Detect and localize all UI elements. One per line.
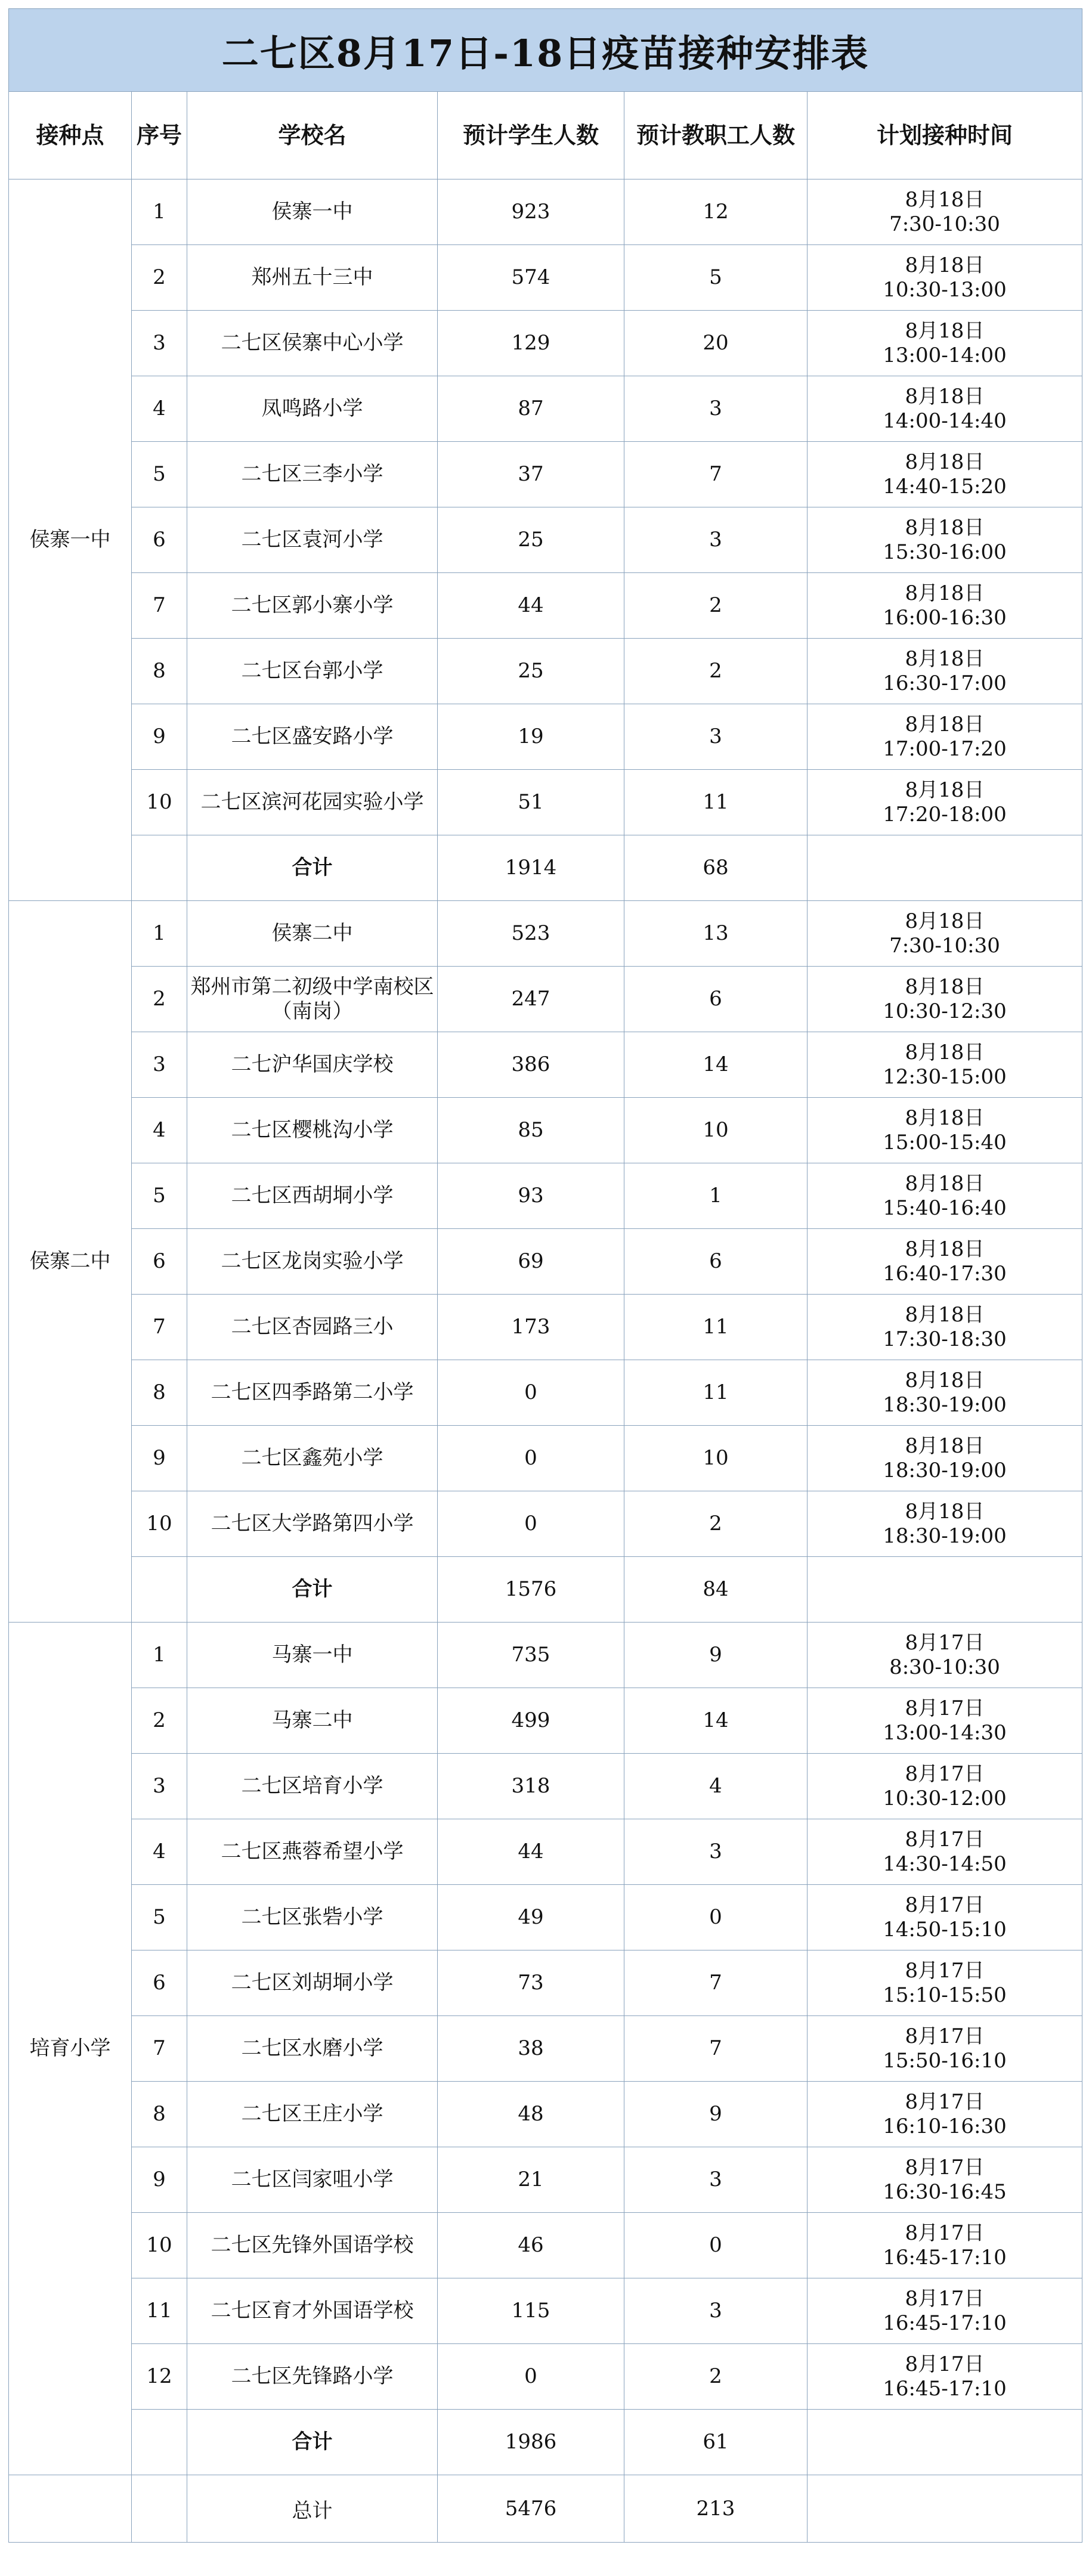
schedule-cell [808, 1360, 1082, 1426]
schedule-time: 10:30-12:30 [883, 999, 1007, 1023]
schedule-time: 16:00-16:30 [883, 605, 1007, 630]
student-count: 25 [438, 639, 624, 704]
schedule-date: 8月18日 [905, 253, 985, 277]
schedule-cell [808, 1295, 1082, 1360]
schedule-date: 8月17日 [905, 2155, 985, 2179]
row-number: 1 [132, 1623, 187, 1688]
student-count: 46 [438, 2213, 624, 2278]
subtotal-students: 1914 [438, 835, 624, 901]
total-label: 总计 [187, 2475, 438, 2543]
school-name: 二七区袁河小学 [187, 507, 438, 573]
schedule-time: 15:40-16:40 [883, 1196, 1007, 1220]
schedule-time: 15:10-15:50 [883, 1983, 1007, 2007]
student-count: 0 [438, 1491, 624, 1557]
schedule-date: 8月18日 [905, 646, 985, 671]
table-row [9, 311, 1082, 376]
student-count: 38 [438, 2016, 624, 2082]
header-no: 序号 [132, 92, 187, 179]
staff-count: 3 [624, 507, 808, 573]
school-name: 郑州市第二初级中学南校区（南岗） [187, 967, 438, 1032]
row-number: 4 [132, 1819, 187, 1885]
student-count: 93 [438, 1163, 624, 1229]
school-name: 二七区大学路第四小学 [187, 1491, 438, 1557]
schedule-date: 8月17日 [905, 1827, 985, 1852]
schedule-date: 8月18日 [905, 712, 985, 736]
school-name: 二七区杏园路三小 [187, 1295, 438, 1360]
row-number: 8 [132, 1360, 187, 1426]
staff-count: 0 [624, 2213, 808, 2278]
school-name: 二七区刘胡垌小学 [187, 1950, 438, 2016]
table-row [9, 704, 1082, 770]
staff-count: 6 [624, 967, 808, 1032]
schedule-date: 8月18日 [905, 1368, 985, 1392]
schedule-date: 8月18日 [905, 909, 985, 933]
table-row [9, 1754, 1082, 1819]
header-row [9, 92, 1082, 179]
table-row [9, 1426, 1082, 1491]
schedule-date: 8月17日 [905, 1630, 985, 1655]
schedule-date: 8月18日 [905, 1302, 985, 1327]
schedule-date: 8月17日 [905, 1893, 985, 1917]
table-row [9, 573, 1082, 639]
staff-count: 9 [624, 2082, 808, 2147]
table-row [9, 1295, 1082, 1360]
site-name: 侯寨二中 [9, 901, 132, 1623]
row-number: 6 [132, 1229, 187, 1295]
schedule-time: 18:30-19:00 [883, 1392, 1007, 1417]
header-staff: 预计教职工人数 [624, 92, 808, 179]
staff-count: 12 [624, 179, 808, 245]
student-count: 44 [438, 573, 624, 639]
student-count: 85 [438, 1098, 624, 1163]
table-row [9, 1623, 1082, 1688]
school-name: 二七区台郭小学 [187, 639, 438, 704]
schedule-cell [808, 179, 1082, 245]
row-number: 1 [132, 179, 187, 245]
staff-count: 2 [624, 2344, 808, 2410]
subtotal-label: 合计 [187, 1557, 438, 1623]
total-empty-site [9, 2475, 132, 2543]
schedule-date: 8月18日 [905, 581, 985, 605]
schedule-time: 13:00-14:00 [883, 343, 1007, 367]
row-number: 6 [132, 507, 187, 573]
row-number: 5 [132, 1885, 187, 1950]
row-number: 2 [132, 1688, 187, 1754]
row-number: 10 [132, 2213, 187, 2278]
title-row [9, 9, 1082, 92]
school-name: 二七区张砦小学 [187, 1885, 438, 1950]
school-name: 二七区燕蓉希望小学 [187, 1819, 438, 1885]
schedule-time: 10:30-12:00 [883, 1786, 1007, 1810]
student-count: 0 [438, 1360, 624, 1426]
table-row [9, 2016, 1082, 2082]
staff-count: 3 [624, 2147, 808, 2213]
schedule-cell [808, 2344, 1082, 2410]
subtotal-empty-time [808, 2410, 1082, 2475]
table-row [9, 2213, 1082, 2278]
row-number: 7 [132, 1295, 187, 1360]
student-count: 499 [438, 1688, 624, 1754]
schedule-cell [808, 2213, 1082, 2278]
subtotal-label: 合计 [187, 2410, 438, 2475]
total-students: 5476 [438, 2475, 624, 2543]
schedule-time: 16:30-16:45 [883, 2179, 1007, 2204]
student-count: 25 [438, 507, 624, 573]
row-number: 9 [132, 2147, 187, 2213]
schedule-date: 8月17日 [905, 2352, 985, 2376]
schedule-cell [808, 1032, 1082, 1098]
schedule-cell [808, 704, 1082, 770]
row-number: 5 [132, 1163, 187, 1229]
school-name: 二七区四季路第二小学 [187, 1360, 438, 1426]
header-students: 预计学生人数 [438, 92, 624, 179]
schedule-cell [808, 901, 1082, 967]
row-number: 5 [132, 442, 187, 507]
student-count: 923 [438, 179, 624, 245]
schedule-date: 8月17日 [905, 2089, 985, 2114]
schedule-time: 7:30-10:30 [889, 933, 1000, 958]
table-row [9, 1688, 1082, 1754]
subtotal-students: 1576 [438, 1557, 624, 1623]
school-name: 二七区樱桃沟小学 [187, 1098, 438, 1163]
header-school: 学校名 [187, 92, 438, 179]
student-count: 19 [438, 704, 624, 770]
schedule-date: 8月17日 [905, 1696, 985, 1720]
schedule-time: 16:30-17:00 [883, 671, 1007, 695]
schedule-cell [808, 442, 1082, 507]
schedule-cell [808, 1491, 1082, 1557]
student-count: 51 [438, 770, 624, 835]
schedule-time: 16:10-16:30 [883, 2114, 1007, 2138]
row-number: 8 [132, 639, 187, 704]
schedule-time: 17:20-18:00 [883, 802, 1007, 826]
student-count: 115 [438, 2278, 624, 2344]
schedule-date: 8月18日 [905, 450, 985, 474]
student-count: 87 [438, 376, 624, 442]
schedule-cell [808, 376, 1082, 442]
schedule-date: 8月18日 [905, 384, 985, 408]
student-count: 523 [438, 901, 624, 967]
staff-count: 7 [624, 442, 808, 507]
student-count: 247 [438, 967, 624, 1032]
schedule-time: 15:30-16:00 [883, 540, 1007, 564]
schedule-time: 15:50-16:10 [883, 2048, 1007, 2073]
school-name: 二七区鑫苑小学 [187, 1426, 438, 1491]
schedule-date: 8月17日 [905, 2286, 985, 2311]
student-count: 0 [438, 2344, 624, 2410]
student-count: 173 [438, 1295, 624, 1360]
table-row [9, 1032, 1082, 1098]
subtotal-row [9, 2410, 1082, 2475]
vaccination-schedule-table [8, 8, 1082, 2543]
row-number: 3 [132, 1032, 187, 1098]
schedule-cell [808, 639, 1082, 704]
schedule-cell [808, 1950, 1082, 2016]
table-row [9, 770, 1082, 835]
schedule-cell [808, 1426, 1082, 1491]
row-number: 4 [132, 376, 187, 442]
row-number: 9 [132, 1426, 187, 1491]
table-row [9, 1950, 1082, 2016]
schedule-date: 8月18日 [905, 1499, 985, 1524]
staff-count: 14 [624, 1032, 808, 1098]
row-number: 4 [132, 1098, 187, 1163]
table-row [9, 1819, 1082, 1885]
subtotal-empty-no [132, 835, 187, 901]
schedule-date: 8月18日 [905, 1040, 985, 1064]
staff-count: 13 [624, 901, 808, 967]
school-name: 二七区先锋外国语学校 [187, 2213, 438, 2278]
schedule-cell [808, 2082, 1082, 2147]
staff-count: 3 [624, 2278, 808, 2344]
subtotal-row [9, 1557, 1082, 1623]
total-staff: 213 [624, 2475, 808, 2543]
schedule-date: 8月17日 [905, 2221, 985, 2245]
staff-count: 11 [624, 1360, 808, 1426]
table-row [9, 1491, 1082, 1557]
row-number: 3 [132, 311, 187, 376]
school-name: 二七区盛安路小学 [187, 704, 438, 770]
table-row [9, 376, 1082, 442]
schedule-cell [808, 1163, 1082, 1229]
schedule-date: 8月18日 [905, 1237, 985, 1261]
row-number: 9 [132, 704, 187, 770]
student-count: 69 [438, 1229, 624, 1295]
school-name: 二七区王庄小学 [187, 2082, 438, 2147]
schedule-cell [808, 245, 1082, 311]
table-row [9, 507, 1082, 573]
school-name: 二七沪华国庆学校 [187, 1032, 438, 1098]
row-number: 12 [132, 2344, 187, 2410]
student-count: 129 [438, 311, 624, 376]
schedule-cell [808, 967, 1082, 1032]
student-count: 0 [438, 1426, 624, 1491]
total-empty-no [132, 2475, 187, 2543]
schedule-cell [808, 1229, 1082, 1295]
table-row [9, 1098, 1082, 1163]
schedule-cell [808, 770, 1082, 835]
table-row [9, 442, 1082, 507]
schedule-date: 8月18日 [905, 1106, 985, 1130]
row-number: 1 [132, 901, 187, 967]
schedule-time: 14:30-14:50 [883, 1852, 1007, 1876]
schedule-cell [808, 1688, 1082, 1754]
total-row [9, 2475, 1082, 2543]
row-number: 11 [132, 2278, 187, 2344]
student-count: 48 [438, 2082, 624, 2147]
subtotal-empty-time [808, 1557, 1082, 1623]
schedule-date: 8月18日 [905, 778, 985, 802]
schedule-time: 7:30-10:30 [889, 212, 1000, 236]
school-name: 二七区侯寨中心小学 [187, 311, 438, 376]
school-name: 侯寨二中 [187, 901, 438, 967]
student-count: 49 [438, 1885, 624, 1950]
student-count: 574 [438, 245, 624, 311]
school-name: 二七区水磨小学 [187, 2016, 438, 2082]
schedule-time: 17:30-18:30 [883, 1327, 1007, 1351]
row-number: 6 [132, 1950, 187, 2016]
subtotal-empty-time [808, 835, 1082, 901]
schedule-cell [808, 1098, 1082, 1163]
schedule-time: 15:00-15:40 [883, 1130, 1007, 1154]
student-count: 735 [438, 1623, 624, 1688]
staff-count: 10 [624, 1426, 808, 1491]
school-name: 二七区郭小寨小学 [187, 573, 438, 639]
schedule-time: 12:30-15:00 [883, 1064, 1007, 1089]
subtotal-staff: 84 [624, 1557, 808, 1623]
table-row [9, 967, 1082, 1032]
table-row [9, 901, 1082, 967]
student-count: 37 [438, 442, 624, 507]
school-name: 马寨一中 [187, 1623, 438, 1688]
schedule-time: 16:40-17:30 [883, 1261, 1007, 1286]
schedule-cell [808, 507, 1082, 573]
schedule-date: 8月18日 [905, 1171, 985, 1196]
site-name: 侯寨一中 [9, 179, 132, 901]
site-name: 培育小学 [9, 1623, 132, 2475]
row-number: 2 [132, 245, 187, 311]
schedule-date: 8月17日 [905, 1958, 985, 1983]
schedule-time: 8:30-10:30 [889, 1655, 1000, 1679]
row-number: 7 [132, 2016, 187, 2082]
staff-count: 3 [624, 1819, 808, 1885]
staff-count: 1 [624, 1163, 808, 1229]
staff-count: 2 [624, 1491, 808, 1557]
staff-count: 20 [624, 311, 808, 376]
schedule-cell [808, 1885, 1082, 1950]
schedule-date: 8月18日 [905, 1433, 985, 1458]
school-name: 二七区培育小学 [187, 1754, 438, 1819]
table-row [9, 245, 1082, 311]
schedule-time: 13:00-14:30 [883, 1720, 1007, 1745]
student-count: 44 [438, 1819, 624, 1885]
staff-count: 6 [624, 1229, 808, 1295]
schedule-cell [808, 2278, 1082, 2344]
staff-count: 5 [624, 245, 808, 311]
schedule-cell [808, 1623, 1082, 1688]
schedule-date: 8月18日 [905, 515, 985, 540]
row-number: 3 [132, 1754, 187, 1819]
school-name: 二七区闫家咀小学 [187, 2147, 438, 2213]
row-number: 2 [132, 967, 187, 1032]
table-row [9, 1163, 1082, 1229]
staff-count: 7 [624, 1950, 808, 2016]
schedule-cell [808, 2016, 1082, 2082]
schedule-time: 18:30-19:00 [883, 1524, 1007, 1548]
schedule-cell [808, 2147, 1082, 2213]
subtotal-staff: 68 [624, 835, 808, 901]
staff-count: 0 [624, 1885, 808, 1950]
school-name: 二七区育才外国语学校 [187, 2278, 438, 2344]
table-row [9, 2278, 1082, 2344]
schedule-cell [808, 311, 1082, 376]
staff-count: 11 [624, 1295, 808, 1360]
schedule-cell [808, 573, 1082, 639]
schedule-time: 14:40-15:20 [883, 474, 1007, 499]
schedule-time: 17:00-17:20 [883, 736, 1007, 761]
staff-count: 7 [624, 2016, 808, 2082]
school-name: 二七区龙岗实验小学 [187, 1229, 438, 1295]
schedule-date: 8月18日 [905, 318, 985, 343]
schedule-date: 8月18日 [905, 187, 985, 212]
page-title: 二七区8月17日-18日疫苗接种安排表 [9, 9, 1082, 92]
student-count: 73 [438, 1950, 624, 2016]
table-row [9, 2082, 1082, 2147]
subtotal-staff: 61 [624, 2410, 808, 2475]
staff-count: 9 [624, 1623, 808, 1688]
staff-count: 10 [624, 1098, 808, 1163]
subtotal-students: 1986 [438, 2410, 624, 2475]
table-row [9, 1360, 1082, 1426]
school-name: 二七区先锋路小学 [187, 2344, 438, 2410]
table-body [9, 179, 1082, 2475]
schedule-time: 16:45-17:10 [883, 2376, 1007, 2401]
staff-count: 4 [624, 1754, 808, 1819]
student-count: 21 [438, 2147, 624, 2213]
subtotal-empty-no [132, 1557, 187, 1623]
schedule-date: 8月17日 [905, 1761, 985, 1786]
subtotal-row [9, 835, 1082, 901]
table-row [9, 2344, 1082, 2410]
schedule-cell [808, 1819, 1082, 1885]
total-empty-time [808, 2475, 1082, 2543]
staff-count: 11 [624, 770, 808, 835]
staff-count: 2 [624, 573, 808, 639]
schedule-time: 10:30-13:00 [883, 277, 1007, 302]
staff-count: 3 [624, 376, 808, 442]
subtotal-empty-no [132, 2410, 187, 2475]
table-row [9, 1229, 1082, 1295]
schedule-date: 8月17日 [905, 2024, 985, 2048]
student-count: 318 [438, 1754, 624, 1819]
table-row [9, 1885, 1082, 1950]
row-number: 8 [132, 2082, 187, 2147]
schedule-time: 14:00-14:40 [883, 408, 1007, 433]
school-name: 二七区三李小学 [187, 442, 438, 507]
schedule-cell [808, 1754, 1082, 1819]
schedule-time: 16:45-17:10 [883, 2245, 1007, 2270]
school-name: 马寨二中 [187, 1688, 438, 1754]
school-name: 凤鸣路小学 [187, 376, 438, 442]
row-number: 7 [132, 573, 187, 639]
table-row [9, 2147, 1082, 2213]
school-name: 侯寨一中 [187, 179, 438, 245]
table-row [9, 639, 1082, 704]
subtotal-label: 合计 [187, 835, 438, 901]
staff-count: 3 [624, 704, 808, 770]
school-name: 郑州五十三中 [187, 245, 438, 311]
schedule-time: 16:45-17:10 [883, 2311, 1007, 2335]
header-site: 接种点 [9, 92, 132, 179]
schedule-time: 18:30-19:00 [883, 1458, 1007, 1482]
row-number: 10 [132, 1491, 187, 1557]
row-number: 10 [132, 770, 187, 835]
schedule-date: 8月18日 [905, 974, 985, 999]
staff-count: 14 [624, 1688, 808, 1754]
school-name: 二七区西胡垌小学 [187, 1163, 438, 1229]
schedule-time: 14:50-15:10 [883, 1917, 1007, 1942]
school-name: 二七区滨河花园实验小学 [187, 770, 438, 835]
table-row [9, 179, 1082, 245]
student-count: 386 [438, 1032, 624, 1098]
staff-count: 2 [624, 639, 808, 704]
header-time: 计划接种时间 [808, 92, 1082, 179]
